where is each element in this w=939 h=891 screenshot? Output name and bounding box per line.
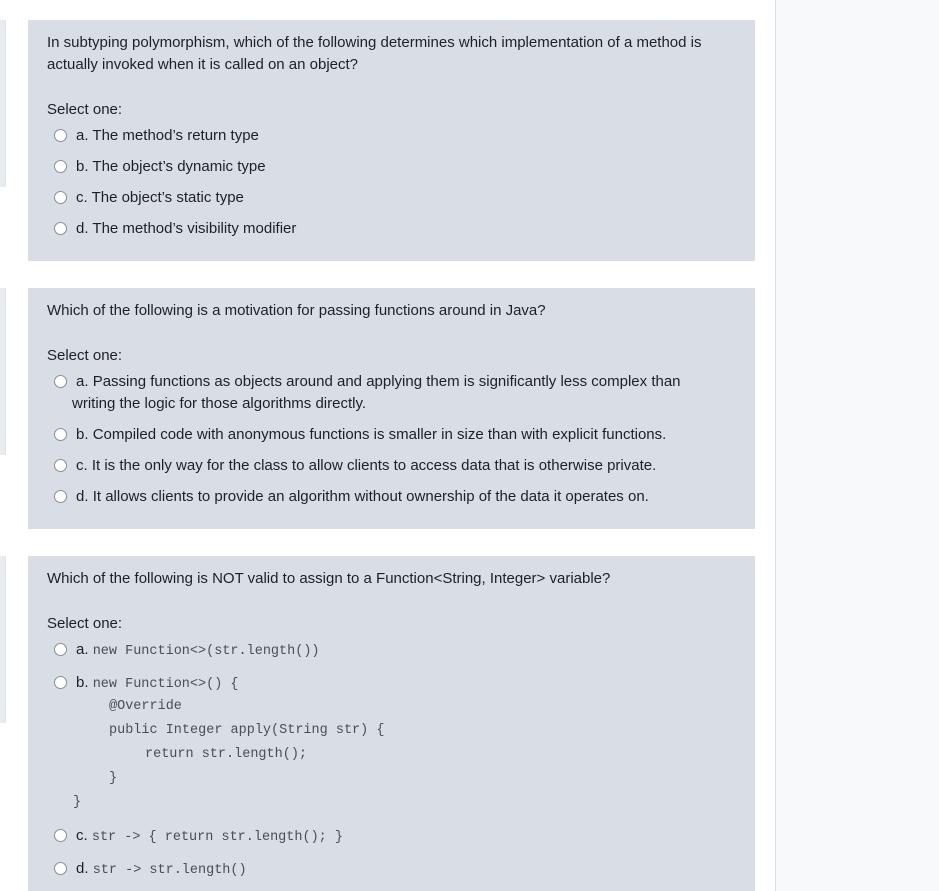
option-letter: c.: [76, 189, 88, 206]
question-3-select-label: Select one:: [47, 615, 123, 632]
question-2-flag-tab: [0, 288, 6, 455]
option-code: new Function<>(str.length()): [92, 644, 320, 659]
question-3-option-a[interactable]: [47, 639, 320, 663]
option-letter: a.: [76, 641, 89, 658]
question-3-option-d[interactable]: [47, 858, 247, 882]
question-1-flag-tab: [0, 20, 6, 187]
question-1-select-label: Select one:: [47, 101, 123, 118]
question-3-flag-tab: [0, 556, 6, 723]
option-letter: d.: [76, 488, 89, 505]
question-2-text: Which of the following is a motivation for passing functions around in Java?: [47, 302, 546, 319]
code-line-override: @Override: [109, 699, 182, 714]
radio-button[interactable]: [54, 490, 67, 503]
option-text: The method’s return type: [92, 127, 259, 144]
question-1-option-d[interactable]: [47, 218, 735, 240]
question-2-option-d[interactable]: [47, 486, 735, 508]
radio-button[interactable]: [54, 191, 67, 204]
option-text: The object’s dynamic type: [92, 158, 266, 175]
code-line-return: return str.length();: [145, 747, 308, 762]
option-letter: a.: [76, 373, 89, 390]
radio-button[interactable]: [54, 375, 67, 388]
option-letter: b.: [76, 426, 89, 443]
radio-button[interactable]: [54, 829, 67, 842]
question-3-option-b[interactable]: [47, 672, 239, 696]
question-3-card: [28, 556, 755, 891]
radio-button[interactable]: [54, 459, 67, 472]
question-3-option-c[interactable]: [47, 825, 343, 849]
question-1-text: In subtyping polymorphism, which of the following determines which implementation of a method is actually invoked when it is called on an object?: [47, 34, 702, 73]
question-1-option-c[interactable]: [47, 187, 735, 209]
question-2-card: [28, 288, 755, 529]
option-letter: c.: [76, 827, 88, 844]
question-3-text: Which of the following is NOT valid to assign to a Function<String, Integer> variable?: [47, 570, 611, 587]
code-line-close-method: }: [109, 771, 118, 786]
option-letter: a.: [76, 127, 89, 144]
right-side-panel: [775, 0, 939, 891]
radio-button[interactable]: [54, 160, 67, 173]
question-1-card: [28, 20, 755, 261]
radio-button[interactable]: [54, 129, 67, 142]
question-1-option-b[interactable]: [47, 156, 735, 178]
question-2-option-c[interactable]: [47, 455, 735, 477]
option-text: The method’s visibility modifier: [92, 220, 297, 237]
option-text: Compiled code with anonymous functions is smaller in size than with explicit functions.: [92, 426, 667, 443]
radio-button[interactable]: [54, 428, 67, 441]
option-letter: b.: [76, 674, 89, 691]
option-letter: d.: [76, 220, 89, 237]
radio-button[interactable]: [54, 862, 67, 875]
code-line-close-class: }: [73, 795, 82, 810]
option-text: It allows clients to provide an algorithm without ownership of the data it operates on.: [92, 488, 649, 505]
option-text-continuation: writing the logic for those algorithms directly.: [72, 395, 367, 412]
option-letter: c.: [76, 457, 88, 474]
option-code: str -> str.length(): [92, 863, 247, 878]
question-2-select-label: Select one:: [47, 347, 123, 364]
option-text: It is the only way for the class to allow clients to access data that is otherwise private.: [91, 457, 657, 474]
option-code: new Function<>() {: [92, 677, 239, 692]
radio-button[interactable]: [54, 643, 67, 656]
option-letter: d.: [76, 860, 89, 877]
code-line-method-signature: public Integer apply(String str) {: [109, 723, 385, 738]
question-1-option-a[interactable]: [47, 125, 735, 147]
option-code: str -> { return str.length(); }: [91, 830, 343, 845]
question-2-option-a[interactable]: [47, 371, 735, 415]
radio-button[interactable]: [54, 222, 67, 235]
option-letter: b.: [76, 158, 89, 175]
question-2-option-b[interactable]: [47, 424, 735, 446]
option-text: Passing functions as objects around and applying them is significantly less complex than: [92, 373, 681, 390]
option-text: The object’s static type: [91, 189, 244, 206]
radio-button[interactable]: [54, 676, 67, 689]
